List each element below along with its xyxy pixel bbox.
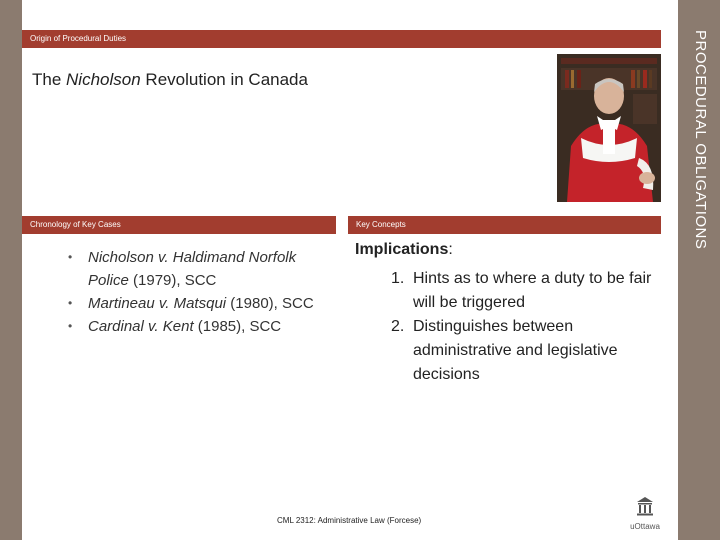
chronology-label: Chronology of Key Cases [30,220,121,229]
university-logo [625,496,665,536]
implications-block [355,238,665,387]
implications-heading: Implications: [355,241,453,258]
case-item [52,315,332,338]
concepts-label: Key Concepts [356,220,406,229]
slide-footer: CML 2312: Administrative Law (Forcese) [277,516,422,525]
case-name: Martineau v. Matsqui [88,295,227,312]
slide [22,0,678,540]
concepts-header-bar [348,216,661,234]
title-italic: Nicholson [66,70,141,89]
item-text: Hints as to where a duty to be fair will be triggered [413,270,652,311]
case-item [52,246,332,292]
item-number: 1. [391,270,405,287]
case-detail: (1980), SCC [226,295,314,312]
item-number: 2. [391,318,405,335]
case-detail: (1979), SCC [128,272,217,289]
chronology-header-bar [22,216,336,234]
case-list [52,246,332,338]
building-icon [636,496,654,516]
case-detail: (1985), SCC [193,318,282,335]
bullet-icon: • [68,319,73,333]
section-label: Origin of Procedural Duties [30,34,127,43]
case-item [52,292,332,315]
portrait-photo [557,54,661,202]
bullet-icon: • [68,250,73,264]
slide-title: The Nicholson Revolution in Canada [32,70,308,89]
bullet-icon: • [68,296,73,310]
implication-item [355,315,665,387]
section-header-bar [22,30,661,48]
logo-text: uOttawa [630,522,660,531]
vertical-title: PROCEDURAL OBLIGATIONS [692,30,709,250]
implication-item [355,267,665,315]
item-text: Distinguishes between administrative and legislative decisions [413,318,618,383]
case-name: Nicholson v. Haldimand Norfolk Police [88,249,297,289]
case-name: Cardinal v. Kent [88,318,194,335]
implications-list [355,267,665,387]
